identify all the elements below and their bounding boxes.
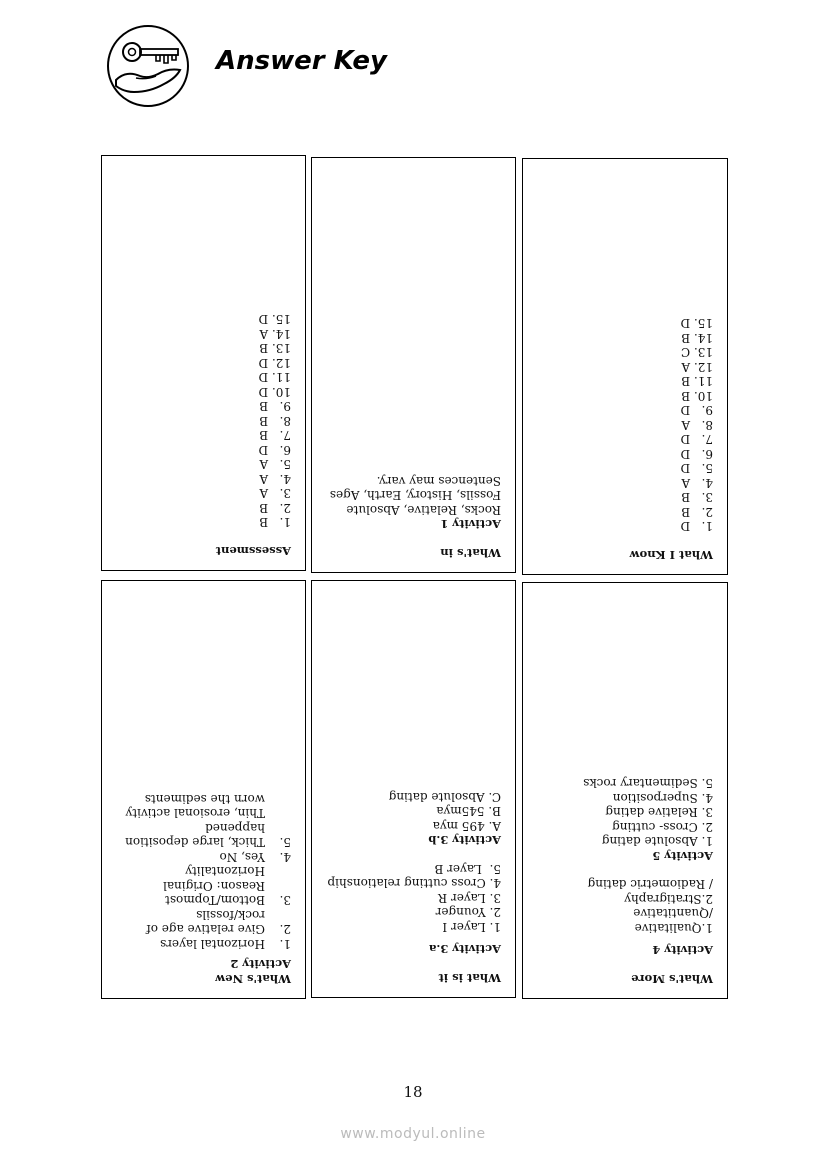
answer-item: 10. B (681, 389, 713, 403)
activity-heading: Activity 1 (440, 517, 501, 532)
activity-heading: Activity 4 (652, 943, 713, 958)
activity-heading: Activity 2 (230, 957, 291, 972)
answer-item: 11. B (681, 374, 713, 389)
answer-list (116, 312, 291, 530)
answer-item: 4. Cross cutting relationship (327, 876, 501, 891)
answer-item: 2. B (681, 505, 713, 519)
answer-item: 4. A (259, 472, 291, 486)
section-heading: What I Know (629, 548, 713, 562)
item-text: Horizontal layers (160, 937, 265, 951)
answer-item: 13. C (680, 345, 713, 360)
answer-item: 3. Layer R (438, 891, 501, 905)
footer-watermark: www.modyul.online (340, 1126, 486, 1142)
answer-item: 14. A (259, 327, 291, 341)
item-text: Thick, large deposition (125, 835, 265, 850)
answer-item: 6. D (680, 447, 713, 461)
item-number (265, 864, 291, 879)
answer-item: Fossils, History, Earth, Ages (329, 488, 501, 503)
answer-item (116, 821, 291, 836)
answer-box-assessment (101, 155, 306, 571)
answer-item: 5. Layer B (434, 862, 501, 876)
answer-item: 4. A (681, 476, 713, 490)
section-heading: What is it (438, 971, 501, 985)
answer-item: C. Absolute dating (388, 790, 501, 804)
answer-box-what-i-know (522, 158, 728, 575)
item-number: 3. (279, 893, 291, 908)
answer-item: 13. B (259, 341, 291, 356)
answer-item: 9. B (259, 399, 291, 414)
answer-item: 14. B (681, 331, 713, 345)
answer-list (537, 877, 713, 935)
answer-item: Sentences may vary. (376, 474, 501, 488)
answer-item: 1. Layer I (442, 920, 501, 934)
answer-item: 15. D (680, 316, 713, 331)
answer-item: A. 495 mya (432, 819, 501, 833)
answer-item: 12. A (681, 360, 713, 374)
answer-box-whats-in (311, 157, 516, 573)
answer-item (116, 908, 291, 923)
answer-item: 5. D (680, 461, 713, 476)
answer-item (116, 893, 291, 908)
answer-item: 2.Stratigraphy (624, 892, 713, 906)
answer-item: 11. D (258, 370, 291, 385)
item-text: Bottom/Topmost (165, 893, 265, 908)
page-title: Answer Key (216, 46, 387, 76)
item-number (265, 908, 291, 923)
answer-item: 8. A (681, 418, 713, 432)
item-text: Thin, erosional activity (125, 806, 265, 821)
answer-item: 3. A (259, 486, 291, 501)
answer-item: Rocks, Relative, Absolute (346, 503, 501, 517)
answer-item: 3. B (681, 490, 713, 505)
item-number (265, 879, 291, 894)
answer-item (116, 792, 291, 807)
item-number: 1. (279, 937, 291, 951)
answer-item (116, 879, 291, 894)
item-number: 5. (279, 835, 291, 850)
answer-item: /Quantitative (633, 906, 713, 921)
answer-item: 12. D (258, 356, 291, 370)
answer-item: 2. Cross- cutting (612, 820, 713, 834)
answer-box-whats-more (522, 582, 728, 999)
item-number (265, 821, 291, 836)
answer-list (537, 776, 713, 849)
key-in-hand-icon (106, 24, 190, 108)
activity-heading: Activity 3.a (428, 942, 501, 957)
answer-item: 2. B (259, 501, 291, 515)
answer-list (116, 792, 291, 952)
answer-item: 7. D (680, 432, 713, 447)
item-number (265, 792, 291, 807)
answer-item: 15. D (258, 312, 291, 327)
item-text: rock/fossils (196, 908, 265, 922)
answer-item (116, 850, 291, 865)
answer-item: / Radiometric dating (587, 877, 713, 892)
answer-item: 1. Absolute dating (601, 834, 713, 849)
answer-item: 9. D (680, 403, 713, 418)
answer-item: 8. B (259, 414, 291, 428)
answer-list (326, 790, 501, 834)
item-text: Yes, No (219, 850, 265, 864)
answer-box-whats-new (101, 580, 306, 999)
answer-item: 5. A (259, 457, 291, 472)
item-text: Give relative age of (146, 922, 265, 937)
item-text: happened (205, 821, 265, 835)
item-text: worn the sediments (144, 792, 265, 806)
item-text: Reason: Original (163, 879, 265, 893)
answer-box-what-is-it (311, 580, 516, 998)
answer-item: 2. Younger (435, 905, 501, 920)
answer-item: 4. Superposition (612, 791, 713, 805)
answer-item (116, 922, 291, 937)
answer-item: 3. Relative dating (605, 805, 713, 820)
section-heading: Assessment (215, 544, 291, 558)
section-heading: What's New (215, 972, 291, 986)
item-number: 2. (279, 922, 291, 937)
activity-heading: Activity 3.b (428, 833, 501, 848)
answer-list (326, 862, 501, 935)
answer-item: 10. D (258, 385, 291, 399)
answer-item: 1. B (259, 515, 291, 530)
answer-list (326, 474, 501, 518)
answer-item: 5. Sedimentary rocks (583, 776, 713, 791)
answer-item (116, 937, 291, 952)
activity-heading: Activity 5 (652, 849, 713, 863)
answer-item (116, 835, 291, 850)
page-number: 18 (403, 1083, 423, 1101)
answer-item (116, 806, 291, 821)
section-heading: What's More (631, 972, 713, 986)
item-text: Horizontality (185, 864, 265, 879)
item-number: 4. (279, 850, 291, 864)
answer-item: 1.Qualitative (634, 921, 713, 935)
answer-item: 1. D (680, 519, 713, 534)
answer-list (537, 316, 713, 534)
item-number (265, 806, 291, 821)
answer-item: B. 545mya (436, 804, 501, 819)
answer-item (116, 864, 291, 879)
section-heading: What's in (440, 546, 501, 560)
answer-item: 7. B (259, 428, 291, 443)
answer-item: 6. D (258, 443, 291, 457)
